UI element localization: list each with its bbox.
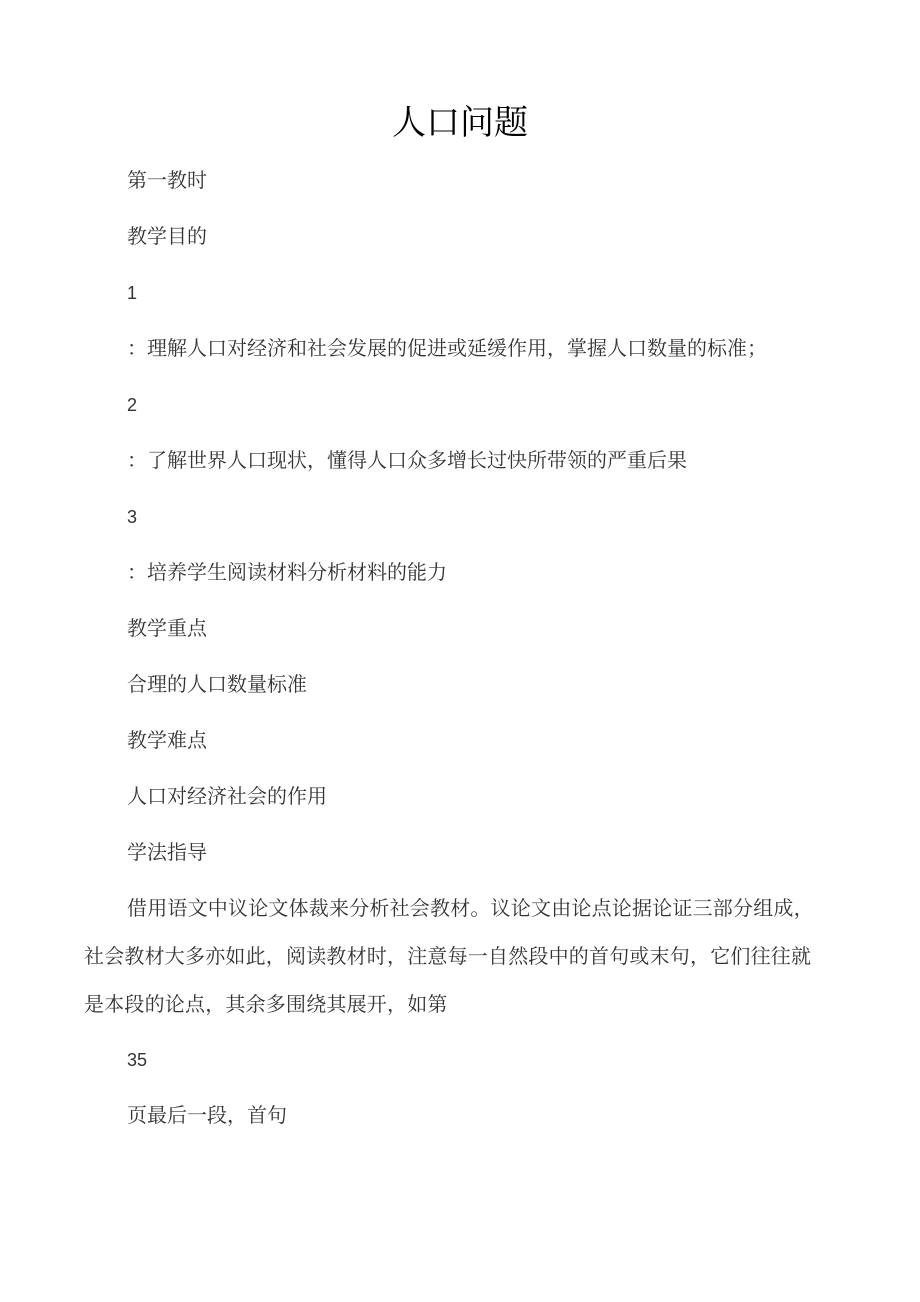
page-tail-text: 页最后一段，首句 [127,1103,287,1127]
objective-2-text: ：了解世界人口现状，懂得人口众多增长过快所带领的严重后果 [127,448,687,472]
method-paragraph: 借用语文中议论文体裁来分析社会教材。议论文由论点论据论证三部分组成，社会教材大多亦如此，阅读教材时，注意每一自然段中的首句或末句，它们往往就是本段的论点，其余多围绕其展开，如第 [84,896,814,1016]
page-number: 35 [127,1050,148,1070]
objective-1-text: ：理解人口对经济和社会发展的促进或延缓作用，掌握人口数量的标准； [127,336,767,360]
objective-2-number: 2 [127,395,138,415]
objective-3-text: ：培养学生阅读材料分析材料的能力 [127,560,447,584]
difficulty-heading: 教学难点 [127,728,207,752]
lesson-label: 第一教时 [127,168,207,192]
key-point-text: 合理的人口数量标准 [127,672,307,696]
document-title: 人口问题 [392,103,528,143]
difficulty-text: 人口对经济社会的作用 [127,784,327,808]
key-point-heading: 教学重点 [127,616,207,640]
objective-1-number: 1 [127,283,138,303]
objectives-heading: 教学目的 [127,224,207,248]
objective-3-number: 3 [127,507,138,527]
method-heading: 学法指导 [127,840,207,864]
